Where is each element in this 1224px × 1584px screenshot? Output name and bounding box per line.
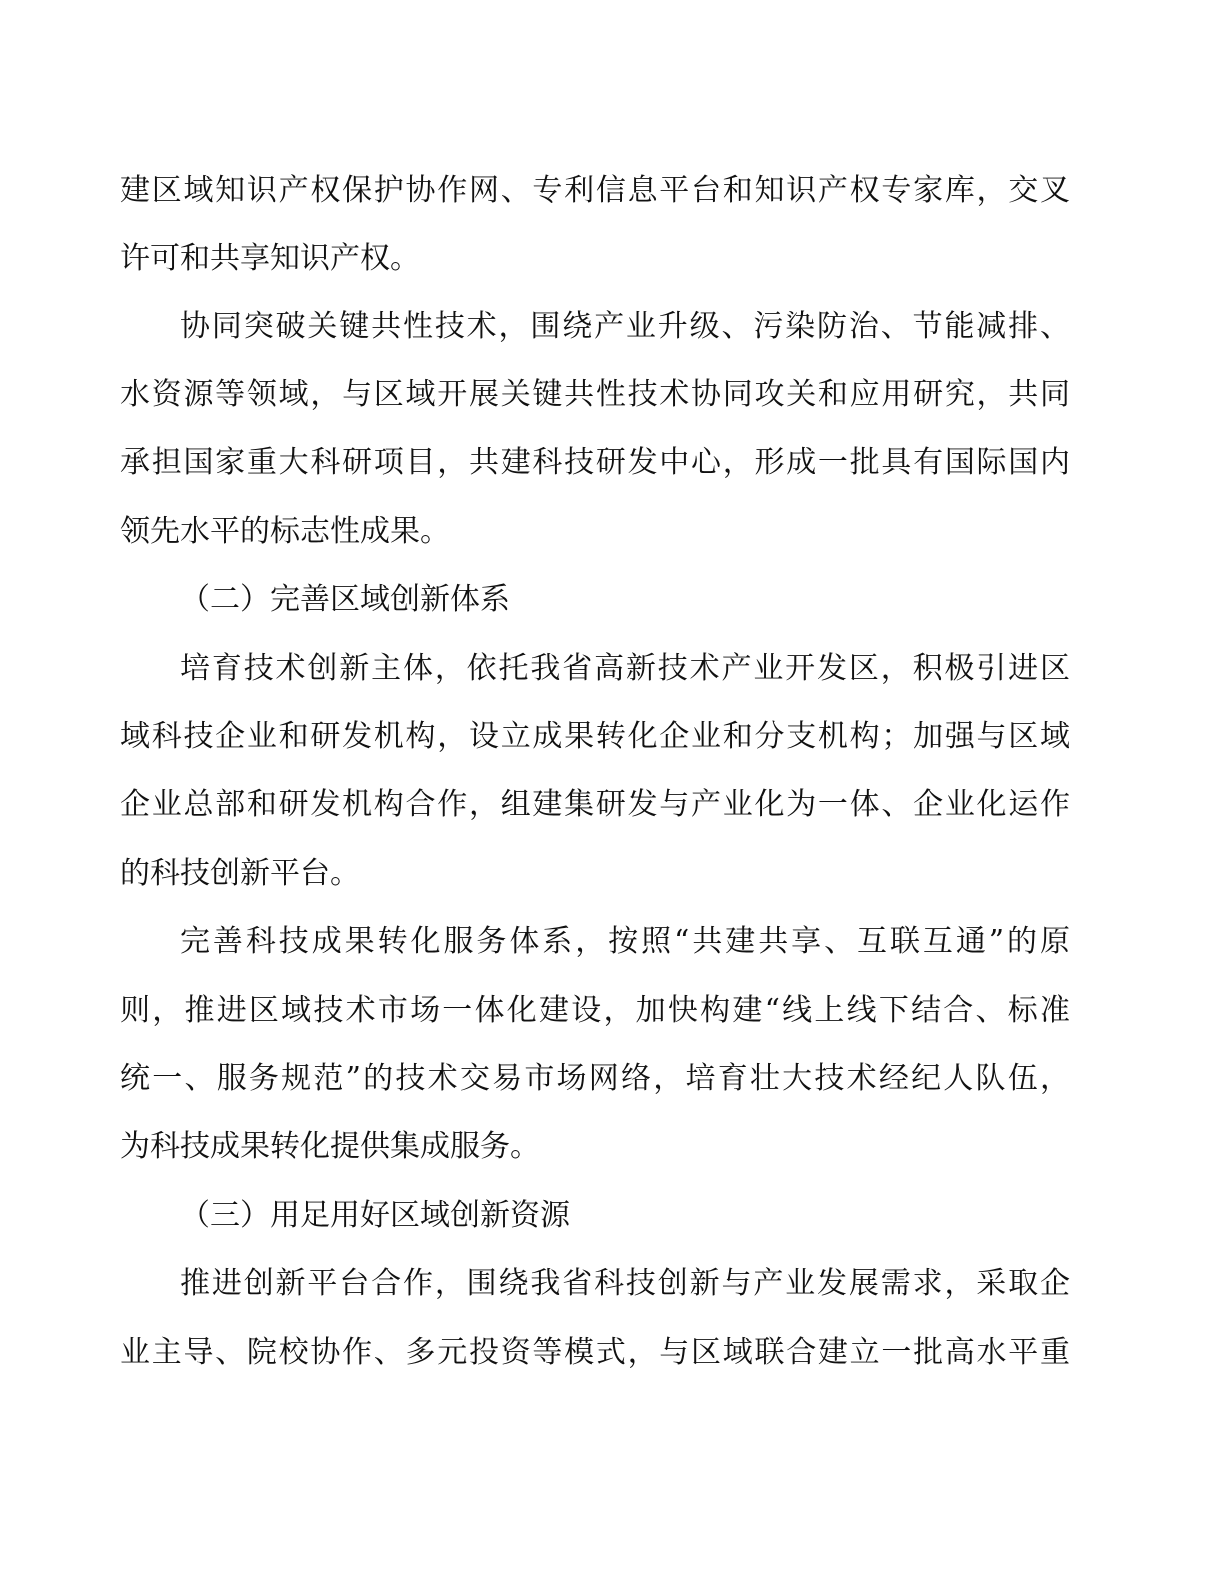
paragraph-line: 企业总部和研发机构合作，组建集研发与产业化为一体、企业化运作 <box>120 787 1070 822</box>
paragraph-line: 完善科技成果转化服务体系，按照“共建共享、互联互通”的原 <box>180 924 1070 959</box>
paragraph-line: 的科技创新平台。 <box>120 856 360 891</box>
paragraph-line: 业主导、院校协作、多元投资等模式，与区域联合建立一批高水平重 <box>120 1335 1070 1370</box>
section-heading: （三）用足用好区域创新资源 <box>180 1198 570 1233</box>
paragraph-line: 推进创新平台合作，围绕我省科技创新与产业发展需求，采取企 <box>180 1266 1070 1301</box>
paragraph-line: 许可和共享知识产权。 <box>120 241 420 276</box>
section-heading: （二）完善区域创新体系 <box>180 582 510 617</box>
paragraph-line: 统一、服务规范”的技术交易市场网络，培育壮大技术经纪人队伍， <box>120 1061 1070 1096</box>
paragraph-line: 承担国家重大科研项目，共建科技研发中心，形成一批具有国际国内 <box>120 445 1070 480</box>
paragraph-line: 培育技术创新主体，依托我省高新技术产业开发区，积极引进区 <box>180 651 1070 686</box>
paragraph-line: 域科技企业和研发机构，设立成果转化企业和分支机构；加强与区域 <box>120 719 1070 754</box>
paragraph-line: 协同突破关键共性技术，围绕产业升级、污染防治、节能减排、 <box>180 309 1070 344</box>
paragraph-line: 领先水平的标志性成果。 <box>120 514 450 549</box>
paragraph-line: 水资源等领域，与区域开展关键共性技术协同攻关和应用研究，共同 <box>120 377 1070 412</box>
paragraph-line: 建区域知识产权保护协作网、专利信息平台和知识产权专家库，交叉 <box>120 173 1070 208</box>
paragraph-line: 为科技成果转化提供集成服务。 <box>120 1129 540 1164</box>
paragraph-line: 则，推进区域技术市场一体化建设，加快构建“线上线下结合、标准 <box>120 993 1070 1028</box>
